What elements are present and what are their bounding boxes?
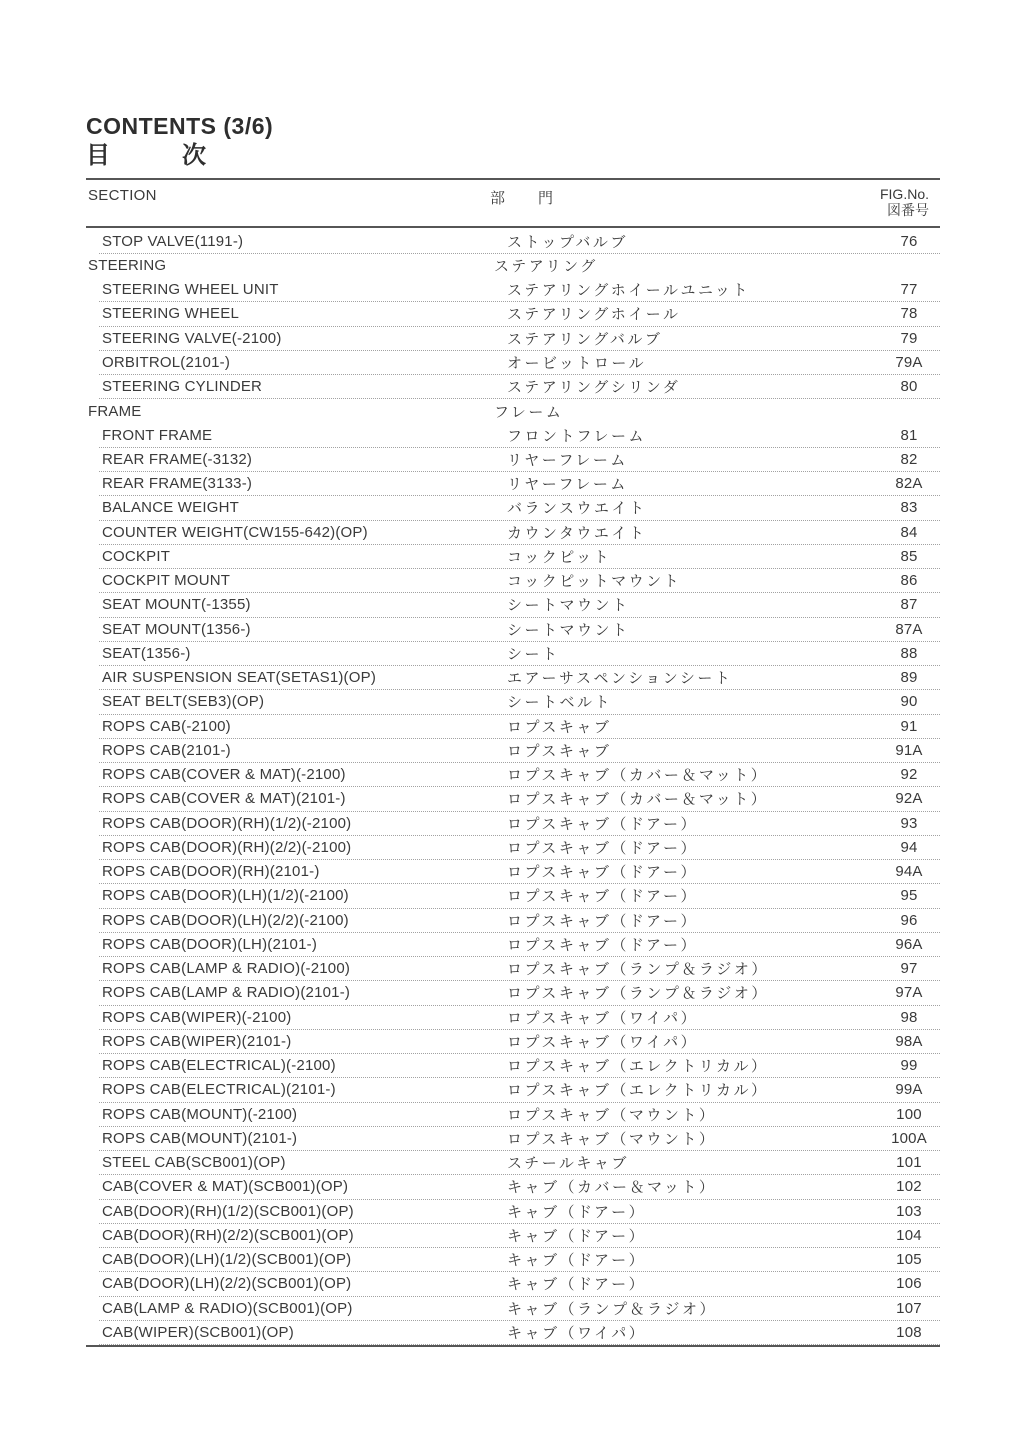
table-row — [99, 472, 940, 496]
row-title-en: ROPS CAB(COVER & MAT)(2101-) — [102, 790, 346, 808]
table-row — [99, 448, 940, 472]
row-fig-number: 98A — [895, 1032, 923, 1050]
contents-table — [86, 228, 940, 1346]
table-row — [99, 1030, 940, 1054]
table-row — [99, 1224, 940, 1248]
row-fig-number: 108 — [896, 1323, 922, 1341]
row-title-ja: ステアリングシリンダ — [507, 379, 681, 397]
row-title-en: CAB(DOOR)(LH)(2/2)(SCB001)(OP) — [102, 1275, 352, 1293]
row-title-ja: カウンタウエイト — [507, 524, 647, 542]
row-fig-number: 86 — [900, 572, 918, 590]
table-row — [99, 739, 940, 763]
table-row — [99, 787, 940, 811]
row-fig-number: 92 — [900, 766, 918, 784]
row-fig-number: 83 — [900, 499, 918, 517]
row-title-en: CAB(COVER & MAT)(SCB001)(OP) — [102, 1178, 349, 1196]
row-title-ja: ロプスキャブ（ドアー） — [507, 839, 699, 857]
table-row — [99, 1175, 940, 1199]
table-row — [99, 812, 940, 836]
table-row — [99, 715, 940, 739]
table-row — [99, 933, 940, 957]
row-title-en: CAB(DOOR)(LH)(1/2)(SCB001)(OP) — [102, 1251, 352, 1269]
row-fig-number: 100A — [891, 1129, 927, 1147]
row-title-en: REAR FRAME(-3132) — [102, 450, 253, 468]
row-title-ja: ステアリングホイールユニット — [507, 282, 750, 300]
section-title-ja: ステアリング — [494, 258, 598, 276]
row-fig-number: 82A — [895, 475, 923, 493]
row-fig-number: 91A — [895, 741, 923, 759]
table-row — [99, 1054, 940, 1078]
row-fig-number: 107 — [896, 1299, 922, 1317]
row-title-ja: フロントフレーム — [507, 427, 646, 445]
row-title-en: SEAT MOUNT(1356-) — [102, 620, 251, 638]
table-row — [99, 1272, 940, 1296]
row-title-ja: ステアリングホイール — [507, 306, 681, 324]
row-title-en: ROPS CAB(2101-) — [102, 741, 231, 759]
row-title-ja: キャブ（ランプ＆ラジオ） — [507, 1300, 718, 1318]
table-row — [99, 1200, 940, 1224]
row-title-ja: ロプスキャブ（ドアー） — [507, 815, 699, 833]
row-title-ja: キャブ（ワイパ） — [507, 1324, 647, 1342]
column-header-section: SECTION — [88, 186, 157, 204]
row-title-en: ROPS CAB(COVER & MAT)(-2100) — [102, 766, 346, 784]
row-title-en: ROPS CAB(ELECTRICAL)(-2100) — [102, 1057, 336, 1075]
table-column-headers — [86, 180, 940, 226]
section-title-en: STEERING — [88, 257, 167, 275]
row-title-en: ROPS CAB(DOOR)(RH)(1/2)(-2100) — [102, 814, 352, 832]
row-title-en: ROPS CAB(DOOR)(RH)(2/2)(-2100) — [102, 838, 352, 856]
row-title-ja: ロプスキャブ（ワイパ） — [507, 1009, 699, 1027]
table-row — [99, 1248, 940, 1272]
column-header-department: 部 門 — [490, 189, 555, 207]
row-fig-number: 95 — [900, 887, 918, 905]
row-title-ja: ステアリングバルブ — [507, 330, 663, 348]
row-fig-number: 105 — [896, 1251, 922, 1269]
table-row — [99, 884, 940, 908]
row-title-en: CAB(LAMP & RADIO)(SCB001)(OP) — [102, 1299, 353, 1317]
table-row — [99, 836, 940, 860]
row-title-ja: キャブ（カバー＆マット） — [507, 1179, 717, 1197]
row-fig-number: 82 — [900, 450, 918, 468]
row-title-ja: シート — [507, 645, 560, 663]
row-fig-number: 88 — [900, 644, 918, 662]
row-title-en: ROPS CAB(WIPER)(2101-) — [102, 1032, 292, 1050]
row-title-ja: キャブ（ドアー） — [507, 1252, 647, 1270]
row-title-en: ROPS CAB(DOOR)(LH)(1/2)(-2100) — [102, 887, 349, 905]
row-fig-number: 78 — [900, 305, 918, 323]
row-fig-number: 80 — [900, 378, 918, 396]
row-title-en: ROPS CAB(DOOR)(RH)(2101-) — [102, 863, 320, 881]
row-title-en: SEAT(1356-) — [102, 644, 191, 662]
table-row — [99, 666, 940, 690]
table-row — [99, 1078, 940, 1102]
table-row — [99, 593, 940, 617]
row-title-en: ROPS CAB(MOUNT)(2101-) — [102, 1129, 298, 1147]
row-title-en: COCKPIT — [102, 547, 171, 565]
row-title-ja: ロプスキャブ（カバー＆マット） — [507, 767, 769, 785]
row-title-en: CAB(DOOR)(RH)(2/2)(SCB001)(OP) — [102, 1226, 354, 1244]
page-content — [86, 112, 940, 1347]
row-title-en: STEEL CAB(SCB001)(OP) — [102, 1154, 286, 1172]
row-title-en: ROPS CAB(MOUNT)(-2100) — [102, 1105, 298, 1123]
row-title-en: STEERING WHEEL — [102, 305, 239, 323]
row-fig-number: 99A — [895, 1081, 923, 1099]
row-title-ja: ロプスキャブ（ドアー） — [507, 936, 699, 954]
row-title-ja: オービットロール — [507, 354, 647, 372]
row-title-ja: リヤーフレーム — [507, 476, 628, 494]
table-section-row — [86, 399, 940, 423]
table-section-row — [86, 254, 940, 278]
table-row — [99, 690, 940, 714]
row-fig-number: 85 — [900, 547, 918, 565]
row-title-ja: シートベルト — [507, 694, 613, 712]
row-title-en: REAR FRAME(3133-) — [102, 475, 253, 493]
row-title-en: SEAT MOUNT(-1355) — [102, 596, 251, 614]
row-fig-number: 106 — [896, 1275, 922, 1293]
row-title-ja: ストップバルブ — [507, 233, 628, 251]
row-fig-number: 96 — [900, 911, 918, 929]
table-row — [99, 1321, 940, 1345]
table-row — [99, 545, 940, 569]
row-fig-number: 102 — [896, 1178, 922, 1196]
row-fig-number: 90 — [900, 693, 918, 711]
table-row — [99, 521, 940, 545]
row-title-ja: ロプスキャブ（ドアー） — [507, 864, 699, 882]
row-fig-number: 92A — [895, 790, 923, 808]
row-fig-number: 98 — [900, 1008, 918, 1026]
row-fig-number: 101 — [896, 1154, 922, 1172]
row-title-ja: キャブ（ドアー） — [507, 1203, 647, 1221]
row-title-ja: キャブ（ドアー） — [507, 1276, 647, 1294]
table-row — [99, 569, 940, 593]
row-title-en: ORBITROL(2101-) — [102, 353, 231, 371]
row-title-ja: ロプスキャブ（マウント） — [507, 1130, 717, 1148]
column-header-fig-no-en: FIG.No. — [879, 185, 929, 202]
row-title-en: SEAT BELT(SEB3)(OP) — [102, 693, 265, 711]
row-title-ja: キャブ（ドアー） — [507, 1227, 647, 1245]
row-fig-number: 100 — [896, 1105, 922, 1123]
row-title-en: ROPS CAB(-2100) — [102, 717, 231, 735]
table-row — [99, 860, 940, 884]
row-fig-number: 93 — [900, 814, 918, 832]
row-fig-number: 94A — [895, 863, 923, 881]
row-fig-number: 87 — [900, 596, 918, 614]
bottom-rule — [86, 1345, 940, 1347]
section-title-en: FRAME — [88, 402, 142, 420]
table-row — [99, 327, 940, 351]
row-title-ja: エアーサスペンションシート — [507, 670, 733, 688]
row-fig-number: 104 — [896, 1226, 922, 1244]
row-fig-number: 103 — [896, 1202, 922, 1220]
row-title-ja: コックピット — [507, 548, 612, 566]
table-row — [99, 302, 940, 326]
row-fig-number: 77 — [900, 281, 918, 299]
row-title-en: COCKPIT MOUNT — [102, 572, 231, 590]
row-title-ja: ロプスキャブ（ランプ＆ラジオ） — [507, 961, 769, 979]
row-title-en: CAB(DOOR)(RH)(1/2)(SCB001)(OP) — [102, 1202, 354, 1220]
row-title-ja: ロプスキャブ（ランプ＆ラジオ） — [507, 985, 769, 1003]
row-title-ja: コックピットマウント — [507, 573, 682, 591]
table-row — [99, 909, 940, 933]
row-fig-number: 94 — [900, 838, 918, 856]
row-title-en: STEERING WHEEL UNIT — [102, 281, 279, 299]
row-fig-number: 99 — [900, 1057, 918, 1075]
table-row — [99, 375, 940, 399]
row-title-en: ROPS CAB(DOOR)(LH)(2/2)(-2100) — [102, 911, 349, 929]
row-title-ja: ロプスキャブ（エレクトリカル） — [507, 1082, 769, 1100]
table-row — [99, 642, 940, 666]
row-title-ja: ロプスキャブ（ワイパ） — [507, 1033, 699, 1051]
row-fig-number: 76 — [900, 232, 918, 250]
row-fig-number: 84 — [900, 523, 918, 541]
row-fig-number: 79A — [895, 353, 923, 371]
row-title-en: BALANCE WEIGHT — [102, 499, 239, 517]
row-fig-number: 91 — [900, 717, 918, 735]
table-row — [99, 1151, 940, 1175]
page-title-japanese: 目 次 — [86, 141, 206, 169]
row-title-en: STEERING CYLINDER — [102, 378, 263, 396]
row-title-ja: シートマウント — [507, 597, 630, 615]
row-title-ja: ロプスキャブ（エレクトリカル） — [507, 1058, 769, 1076]
row-title-en: CAB(WIPER)(SCB001)(OP) — [102, 1323, 294, 1341]
row-title-en: ROPS CAB(DOOR)(LH)(2101-) — [102, 935, 318, 953]
table-row — [99, 981, 940, 1005]
row-title-ja: リヤーフレーム — [507, 451, 628, 469]
row-title-en: COUNTER WEIGHT(CW155-642)(OP) — [102, 523, 368, 541]
page-title: CONTENTS (3/6) — [86, 113, 274, 139]
row-title-en: ROPS CAB(ELECTRICAL)(2101-) — [102, 1081, 336, 1099]
row-title-en: ROPS CAB(WIPER)(-2100) — [102, 1008, 292, 1026]
row-title-en: STEERING VALVE(-2100) — [102, 329, 282, 347]
row-title-ja: ロプスキャブ（ドアー） — [507, 888, 699, 906]
table-row — [99, 1297, 940, 1321]
table-row — [99, 1127, 940, 1151]
table-row — [99, 618, 940, 642]
row-fig-number: 96A — [895, 935, 923, 953]
table-row — [99, 1103, 940, 1127]
row-title-ja: ロプスキャブ（カバー＆マット） — [507, 791, 769, 809]
row-title-ja: ロプスキャブ（ドアー） — [507, 912, 699, 930]
row-title-en: ROPS CAB(LAMP & RADIO)(2101-) — [102, 984, 351, 1002]
row-title-ja: ロプスキャブ — [507, 742, 612, 760]
row-fig-number: 79 — [900, 329, 918, 347]
row-title-ja: ロプスキャブ — [507, 718, 612, 736]
row-title-en: ROPS CAB(LAMP & RADIO)(-2100) — [102, 960, 351, 978]
row-title-ja: ロプスキャブ（マウント） — [507, 1106, 717, 1124]
table-row — [99, 496, 940, 520]
row-fig-number: 97A — [895, 984, 923, 1002]
row-fig-number: 87A — [895, 620, 923, 638]
row-fig-number: 89 — [900, 669, 918, 687]
row-title-en: FRONT FRAME — [102, 426, 213, 444]
row-title-ja: バランスウエイト — [507, 500, 647, 518]
column-header-fig-no-ja: 図番号 — [887, 201, 929, 218]
column-header-fig-no — [880, 186, 929, 218]
table-row — [99, 763, 940, 787]
row-title-en: AIR SUSPENSION SEAT(SETAS1)(OP) — [102, 669, 377, 687]
section-title-ja: フレーム — [494, 403, 564, 421]
table-row — [99, 230, 940, 254]
row-title-ja: シートマウント — [507, 621, 630, 639]
table-row — [99, 1006, 940, 1030]
row-title-ja: スチールキャブ — [507, 1155, 629, 1173]
table-row — [99, 278, 940, 302]
row-fig-number: 97 — [900, 960, 918, 978]
table-row — [99, 424, 940, 448]
row-title-en: STOP VALVE(1191-) — [102, 232, 244, 250]
row-fig-number: 81 — [900, 426, 918, 444]
table-row — [99, 351, 940, 375]
table-row — [99, 957, 940, 981]
